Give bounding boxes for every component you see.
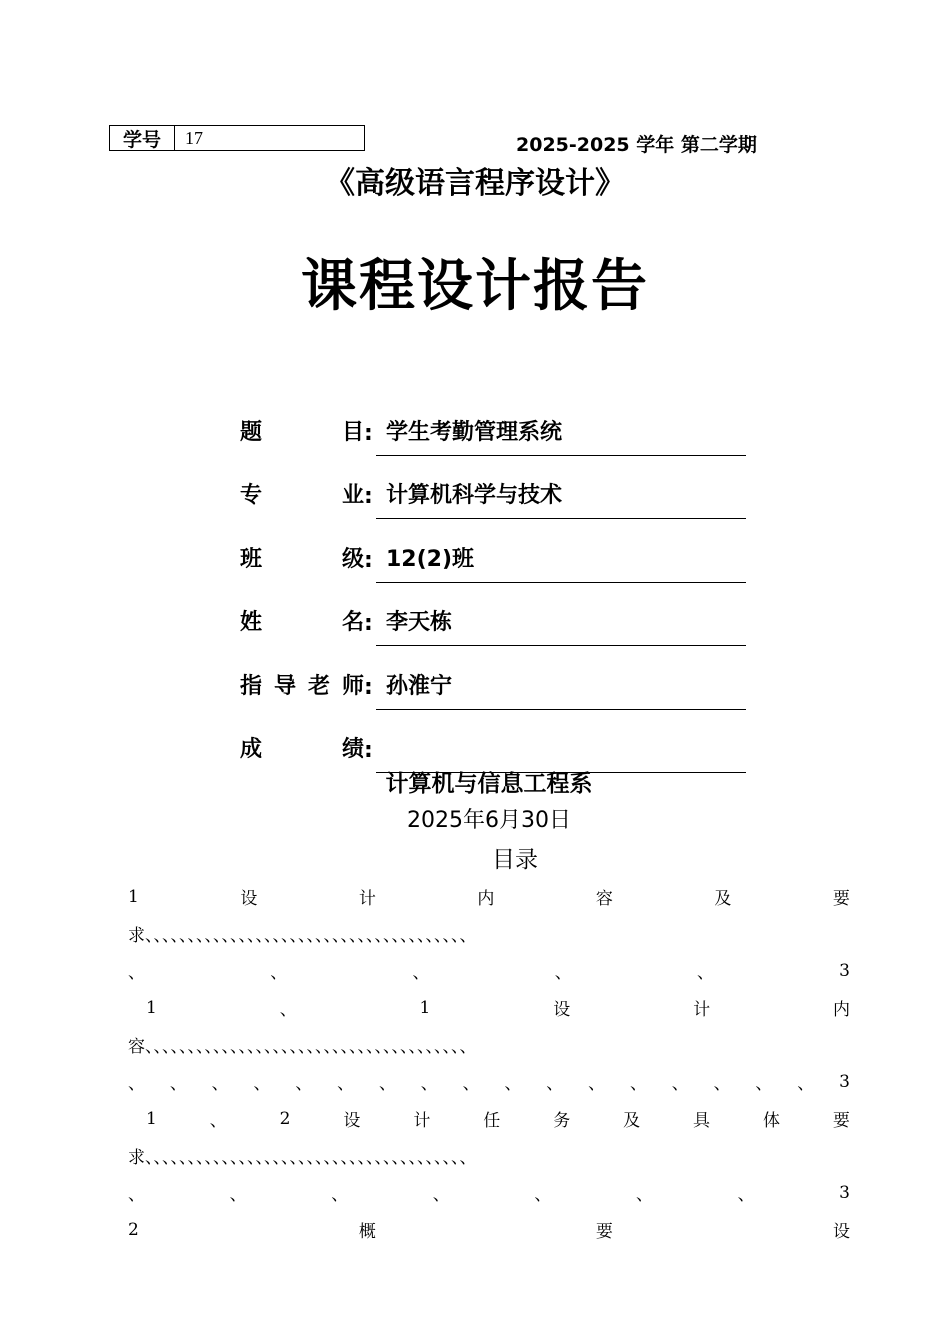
info-label-char: 师 xyxy=(341,673,364,699)
toc-token: 3 xyxy=(839,1182,850,1203)
toc-token: 概 xyxy=(358,1222,376,1242)
toc-token: 设 xyxy=(343,1111,361,1131)
toc-token: 、 xyxy=(211,1074,229,1094)
toc-token: 、 xyxy=(797,1074,815,1094)
info-label-char: 名 xyxy=(341,610,364,635)
course-title: 《高级语言程序设计》 xyxy=(325,166,625,201)
toc-token: 具 xyxy=(693,1111,711,1131)
info-label-char: 老 xyxy=(307,673,330,699)
toc-token: 、 xyxy=(378,1074,396,1094)
toc-line xyxy=(128,1211,850,1248)
toc-token: 设 xyxy=(553,1000,571,1020)
toc-token: 及 xyxy=(623,1111,641,1131)
info-label-char: 业 xyxy=(341,483,364,508)
toc-line: 容、、、、、、、、、、、、、、、、、、、、、、、、、、、、、、、、、、、、、、 xyxy=(128,1037,477,1057)
info-label-char: 题 xyxy=(240,419,263,445)
info-label-char: 目 xyxy=(341,419,364,445)
toc-token: 、 xyxy=(128,1185,145,1205)
toc-token: 、 xyxy=(755,1074,773,1094)
toc-token: 、 xyxy=(295,1074,313,1094)
toc-token: 、 xyxy=(270,963,288,983)
info-value: 计算机科学与技术 xyxy=(376,478,746,519)
toc-line xyxy=(128,1063,850,1100)
info-label-char: 专 xyxy=(240,483,263,508)
toc-line xyxy=(128,878,850,915)
toc-token: 、 xyxy=(671,1074,689,1094)
info-value: 李天栋 xyxy=(376,605,746,646)
report-title: 课程设计报告 xyxy=(301,254,649,319)
info-colon: : xyxy=(364,674,373,700)
toc-token: 、 xyxy=(209,1111,227,1131)
report-date: 2025年6月30日 xyxy=(407,808,571,833)
info-label-char: 绩 xyxy=(341,737,364,762)
toc-token: 、 xyxy=(534,1185,552,1205)
info-value: 孙淮宁 xyxy=(376,669,746,710)
toc-token: 、 xyxy=(128,963,145,983)
toc-token: 要 xyxy=(832,889,850,909)
toc-token: 、 xyxy=(588,1074,606,1094)
term-label: 2025-2025 学年 第二学期 xyxy=(516,134,757,156)
toc-token: 1 xyxy=(419,997,431,1018)
info-label-char: 成 xyxy=(240,737,263,762)
toc-token: 内 xyxy=(832,1000,850,1020)
info-row xyxy=(240,583,746,647)
department: 计算机与信息工程系 xyxy=(385,771,593,797)
toc-token: 、 xyxy=(420,1074,438,1094)
info-row xyxy=(240,392,746,456)
info-label-char: 指 xyxy=(240,673,263,699)
table-of-contents xyxy=(128,878,850,1248)
toc-token: 体 xyxy=(762,1111,780,1131)
toc-token: 、 xyxy=(432,1185,450,1205)
info-colon: : xyxy=(364,738,373,763)
toc-token: 2 xyxy=(279,1108,291,1129)
toc-token: 、 xyxy=(629,1074,647,1094)
info-label xyxy=(240,605,364,646)
toc-token: 计 xyxy=(358,889,376,909)
toc-token: 、 xyxy=(331,1185,349,1205)
toc-line xyxy=(128,989,850,1026)
info-table xyxy=(240,392,746,773)
info-label-char: 导 xyxy=(273,673,296,699)
student-id-value: 17 xyxy=(185,127,203,148)
info-value: 学生考勤管理系统 xyxy=(376,415,746,456)
toc-token: 设 xyxy=(832,1222,850,1242)
info-row xyxy=(240,646,746,710)
student-id-box xyxy=(109,125,365,151)
info-colon: : xyxy=(364,611,373,636)
toc-token: 、 xyxy=(229,1185,247,1205)
info-row xyxy=(240,710,746,774)
info-label-char: 班 xyxy=(240,546,263,572)
toc-token: 、 xyxy=(737,1185,755,1205)
toc-token: 、 xyxy=(253,1074,271,1094)
toc-token: 计 xyxy=(693,1000,711,1020)
toc-token: 内 xyxy=(477,889,495,909)
toc-token: 、 xyxy=(696,963,714,983)
toc-token: 1 xyxy=(146,997,157,1018)
toc-token: 1 xyxy=(146,1108,157,1129)
toc-token: 设 xyxy=(240,889,258,909)
info-colon: : xyxy=(364,547,373,573)
info-colon: : xyxy=(364,420,373,446)
toc-line xyxy=(128,1174,850,1211)
toc-token: 、 xyxy=(713,1074,731,1094)
toc-line: 求、、、、、、、、、、、、、、、、、、、、、、、、、、、、、、、、、、、、、、 xyxy=(128,1148,477,1168)
toc-line xyxy=(128,1100,850,1137)
info-row xyxy=(240,456,746,520)
student-id-label: 学号 xyxy=(110,126,175,150)
toc-token: 、 xyxy=(635,1185,653,1205)
info-label xyxy=(240,478,364,519)
toc-token: 要 xyxy=(595,1222,613,1242)
info-label xyxy=(240,669,364,710)
toc-token: 、 xyxy=(128,1074,145,1094)
toc-token: 、 xyxy=(546,1074,564,1094)
toc-token: 、 xyxy=(337,1074,355,1094)
info-label-char: 姓 xyxy=(240,610,263,635)
info-row xyxy=(240,519,746,583)
toc-token: 1 xyxy=(128,886,139,907)
toc-token: 计 xyxy=(413,1111,431,1131)
toc-token: 2 xyxy=(128,1219,139,1240)
toc-token: 3 xyxy=(839,960,850,981)
toc-line xyxy=(128,952,850,989)
toc-token: 要 xyxy=(832,1111,850,1131)
info-label xyxy=(240,542,364,583)
toc-token: 容 xyxy=(595,889,613,909)
info-label-char: 级 xyxy=(341,546,364,572)
toc-token: 及 xyxy=(714,889,732,909)
info-colon: : xyxy=(364,484,373,509)
toc-token: 任 xyxy=(483,1111,501,1131)
toc-token: 、 xyxy=(169,1074,187,1094)
toc-title: 目录 xyxy=(492,847,538,873)
toc-token: 、 xyxy=(279,1000,297,1020)
toc-line: 求、、、、、、、、、、、、、、、、、、、、、、、、、、、、、、、、、、、、、、 xyxy=(128,926,477,946)
info-label xyxy=(240,415,364,456)
toc-token: 、 xyxy=(412,963,430,983)
toc-token: 、 xyxy=(462,1074,480,1094)
info-value: 12(2)班 xyxy=(376,542,746,583)
toc-token: 、 xyxy=(554,963,572,983)
toc-token: 3 xyxy=(839,1071,850,1092)
toc-token: 务 xyxy=(553,1111,571,1131)
toc-token: 、 xyxy=(504,1074,522,1094)
